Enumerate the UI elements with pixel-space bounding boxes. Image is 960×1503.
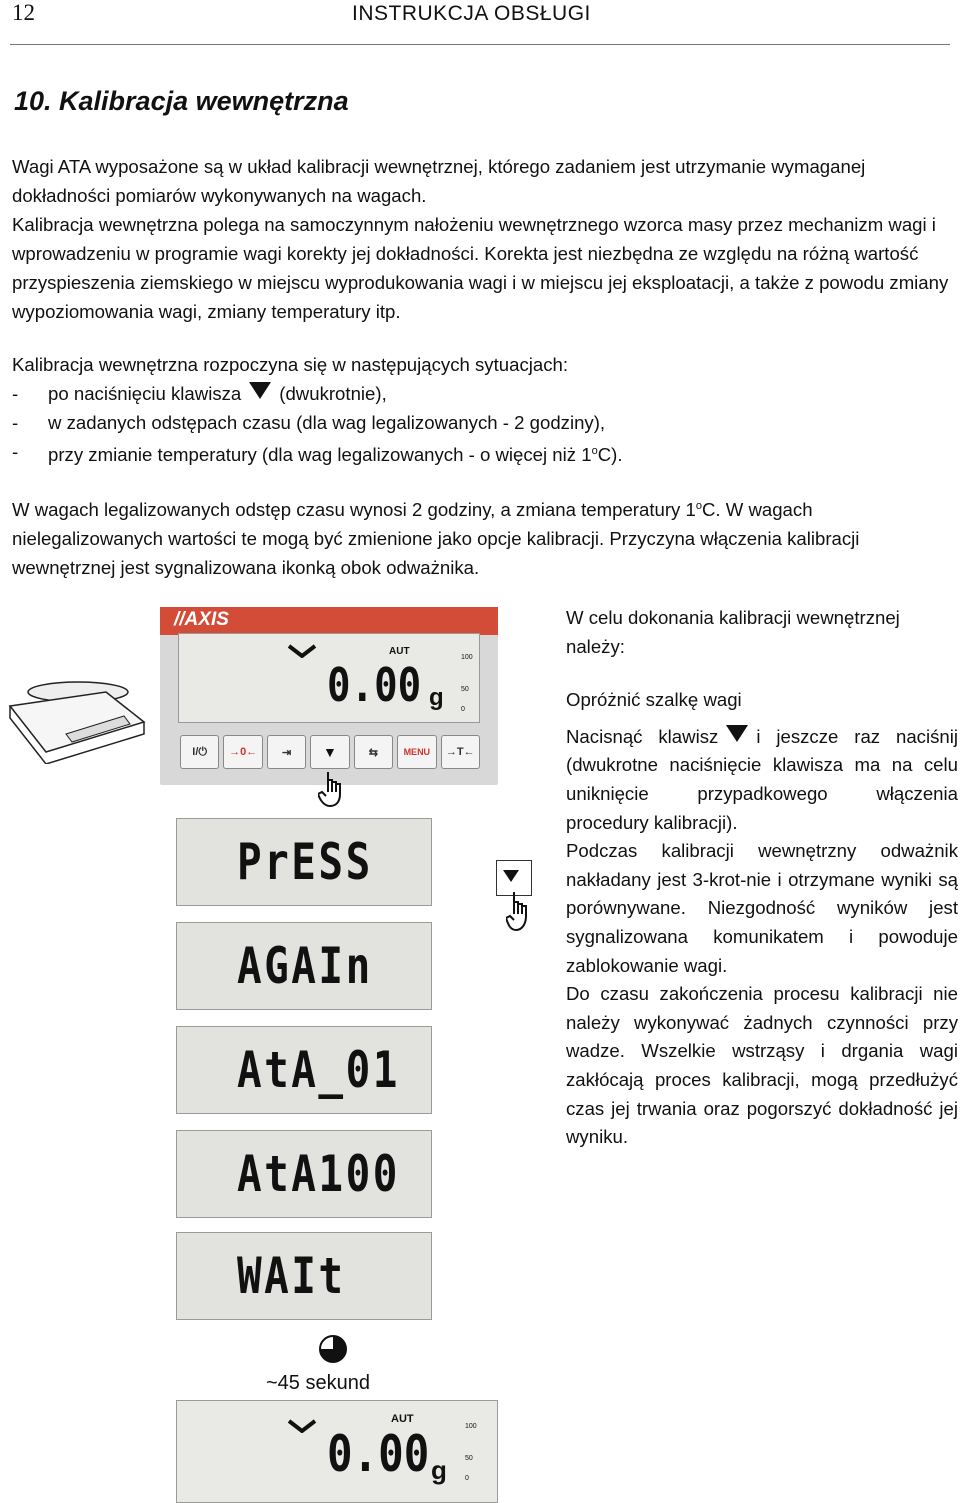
instructions-column [566,604,958,1152]
bargraph-label: 0 [461,706,465,713]
degree-sup: o [695,500,702,512]
tare-button[interactable]: →T← [441,735,480,769]
item3-text-a: przy zmianie temperatury (dla wag legalizowanych - o więcej niż 1 [48,444,592,466]
intro-text [12,152,954,326]
print-button[interactable]: ⇥ [267,735,306,769]
final-lcd-value: 0.00 [327,1425,430,1483]
menu-button[interactable]: MENU [397,735,436,769]
down-arrow-key-icon [726,725,748,742]
list-dash: - [12,412,19,433]
brand-logo: //AXIS [174,609,229,630]
zero-button[interactable]: →0← [223,735,262,769]
instruction-press-text-a: Nacisnąć klawisz [566,725,719,747]
down-arrow-key-icon [249,382,271,399]
down-arrow-button[interactable]: ▼ [310,735,349,769]
list-item [12,408,954,437]
lcd-unit: g [429,684,444,711]
bargraph-label: 0 [465,1475,469,1482]
down-arrow-icon [503,870,519,882]
item1-text-b: (dwukrotnie), [279,383,387,404]
hand-pointer-icon [506,890,536,934]
lcd-display-ata100 [176,1130,432,1218]
bargraph-label: 50 [465,1455,473,1462]
lcd-aut-label: AUT [389,646,410,657]
display-text: AtA100 [237,1145,400,1203]
balance-scale-icon [6,678,146,764]
list-item-text [48,379,387,408]
list-item [12,379,954,408]
instruction-press-key [566,723,958,837]
header-rule [10,44,950,45]
clock-icon [318,1334,348,1364]
timer-label: ~45 sekund [266,1372,370,1394]
keypad [180,735,480,771]
lcd-bargraph [461,642,473,714]
legal-text [12,492,954,582]
display-text: AtA_01 [237,1041,400,1099]
intro-paragraph-2: Kalibracja wewnętrzna polega na samoczynnym nałożeniu wewnętrznego wzorca masy przez mechanizm wagi i wprowadzeniu w programie wagi korekty jej dokładności. Korekta jest niezbędna ze względu na różną wartość przyspieszenia ziemskiego w miejscu wyprodukowania wagi i w miejscu jej eksploatacji, a także z powodu zmiany wypoziomowania wagi, zmiany temperatury itp. [12,214,949,322]
scale-control-panel [160,607,498,785]
brand-bar [160,607,498,635]
instruction-press-text-b: i jeszcze raz naciśnij (dwukrotne naciśnięcie klawisza ma na celu uniknięcie przypadkowego włączenia procedury kalibracji). [566,725,959,833]
bargraph-label: 100 [465,1423,477,1430]
section-title: 10. Kalibracja wewnętrzna [14,86,349,116]
list-dash: - [12,383,19,404]
bargraph-label: 50 [461,686,469,693]
lcd-aut-label: AUT [391,1413,414,1425]
legal-text-b: C. W wagach nielegalizowanych wartości te mogą być zmienione jako opcje kalibracji. Przyczyna włączenia kalibracji wewnętrznej jest sygnalizowana ikonką obok odważnika. [12,499,860,579]
instruction-intro: W celu dokonania kalibracji wewnętrznej należy: [566,607,900,657]
lcd-display-ata01 [176,1026,432,1114]
units-button[interactable]: ⇆ [354,735,393,769]
lcd-display-again [176,922,432,1010]
legal-text-a: W wagach legalizowanych odstęp czasu wynosi 2 godziny, a zmiana temperatury 1 [12,499,696,521]
instruction-warning: Do czasu zakończenia procesu kalibracji nie należy wykonywać żadnych czynności przy wadze. Wszelkie wstrząsy i drgania wagi zakłócają proces kalibracji, mogą przedłużyć czas jej trwania oraz pogorszyć dokładność jej wyniku. [566,983,958,1148]
bargraph-label: 100 [461,654,473,661]
list-item-text [48,437,623,469]
lcd-bargraph [465,1411,477,1483]
situations-lead: Kalibracja wewnętrzna rozpoczyna się w następujących sytuacjach: [12,354,569,375]
situations-list [12,350,954,469]
legal-paragraph [12,492,954,582]
display-text: AGAIn [237,937,373,995]
lcd-value: 0.00 [327,658,422,712]
display-text: PrESS [237,833,373,891]
intro-paragraph-1: Wagi ATA wyposażone są w układ kalibracji wewnętrznej, którego zadaniem jest utrzymanie wymaganej dokładności pomiarów wykonywanych na wagach. [12,156,866,206]
panel-lcd [178,633,480,723]
power-button[interactable]: I/⏻ [180,735,219,769]
lcd-display-press [176,818,432,906]
display-text: WAIt [237,1247,346,1305]
instruction-calibration-info: Podczas kalibracji wewnętrzny odważnik nakładany jest 3-krot-nie i otrzymane wyniki są porównywane. Niezgodność wyników jest sygnalizowana komunikatem i powoduje zablokowanie wagi. [566,840,958,976]
weight-icon [287,1419,317,1433]
header-title: INSTRUKCJA OBSŁUGI [352,2,591,25]
item3-text-b: C). [597,444,623,466]
weight-icon [287,644,317,658]
hand-pointer-icon [318,770,352,810]
list-item [12,437,954,469]
final-lcd [176,1400,498,1503]
item2-text: w zadanych odstępach czasu (dla wag legalizowanych - 2 godziny), [48,412,606,433]
page-number: 12 [12,0,35,25]
lcd-display-wait [176,1232,432,1320]
item1-text-a: po naciśnięciu klawisza [48,383,242,404]
final-lcd-unit: g [431,1455,447,1485]
degree-sup: o [591,445,598,457]
instruction-empty-pan: Opróżnić szalkę wagi [566,689,742,711]
list-dash: - [12,441,19,462]
